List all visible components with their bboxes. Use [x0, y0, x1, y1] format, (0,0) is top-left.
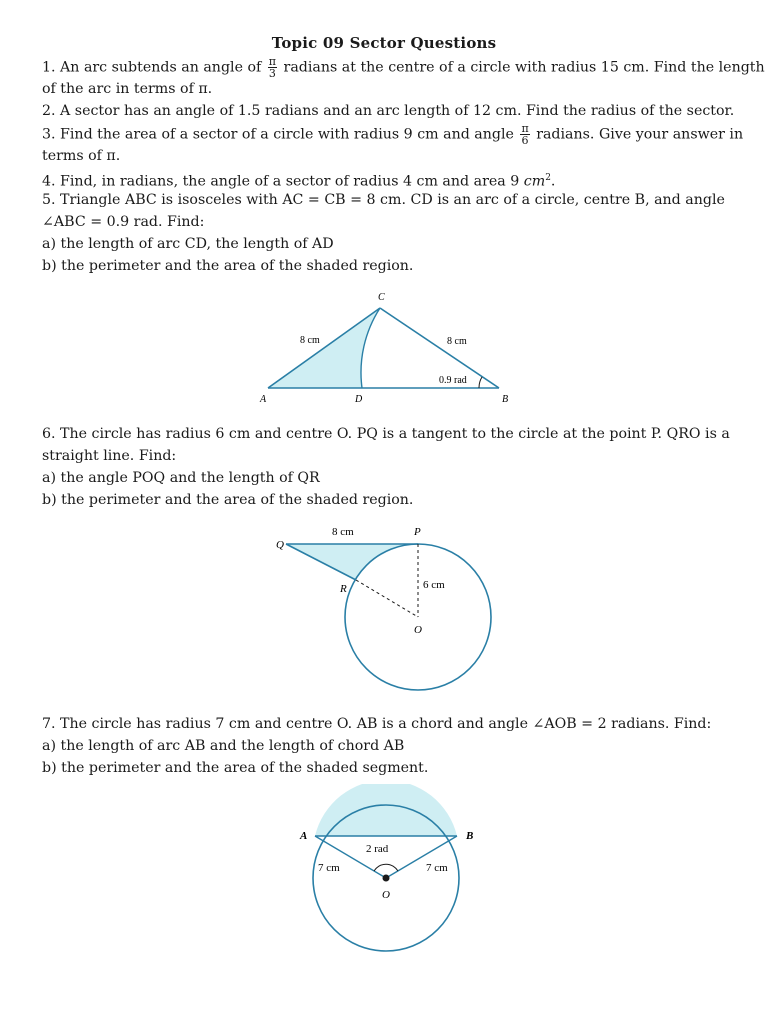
- question-6-line-1: 6. The circle has radius 6 cm and centre O. PQ is a tangent to the circle at the point P. QRO is a: [42, 426, 730, 442]
- question-7-line-1: 7. The circle has radius 7 cm and centre O. AB is a chord and angle ∠AOB = 2 radians. Find:: [42, 716, 712, 732]
- angle-mark-7: [374, 864, 398, 871]
- question-1-line-2: of the arc in terms of π.: [42, 81, 213, 97]
- label-angle-7: 2 rad: [366, 843, 389, 855]
- fraction-pi-over-6: $\frac{\pi}{6}$: [521, 122, 529, 147]
- shaded-region-6: [286, 544, 418, 580]
- label-d: D: [355, 394, 363, 405]
- label-o: O: [414, 624, 422, 636]
- question-3-suffix: radians. Give your answer in: [536, 126, 744, 143]
- superscript-2: 2: [545, 173, 551, 183]
- question-5-line-1: 5. Triangle ABC is isosceles with AC = CB = 8 cm. CD is an arc of a circle, centre B, and angle: [42, 192, 725, 208]
- question-6-part-a: a) the angle POQ and the length of QR: [42, 470, 320, 486]
- label-b: B: [502, 394, 509, 405]
- question-1-line-1: [42, 55, 765, 80]
- label-cb: 8 cm: [447, 336, 467, 347]
- label-a: A: [260, 394, 267, 405]
- question-7-part-a: a) the length of arc AB and the length of chord AB: [42, 738, 405, 754]
- figure-6-circle-tangent: [268, 520, 508, 700]
- label-a-7: A: [300, 830, 308, 842]
- label-qp: 8 cm: [332, 526, 354, 538]
- label-ac: 8 cm: [300, 335, 320, 346]
- question-1-prefix: 1. An arc subtends an angle of: [42, 59, 262, 76]
- question-2: 2. A sector has an angle of 1.5 radians and an arc length of 12 cm. Find the radius of the sector.: [42, 103, 735, 119]
- label-right-radius: 7 cm: [426, 862, 448, 874]
- figure-7-segment: [288, 784, 488, 994]
- fraction-pi-over-3: $\frac{\pi}{3}$: [268, 55, 277, 80]
- question-7-part-b: b) the perimeter and the area of the shaded segment.: [42, 760, 429, 776]
- label-angle-b: 0.9 rad: [439, 375, 467, 386]
- question-4: 4. Find, in radians, the angle of a sector of radius 4 cm and area 9 $cm^2$.: [42, 173, 556, 190]
- page-title: Topic 09 Sector Questions: [271, 34, 497, 52]
- unit-cm: cm: [523, 173, 546, 190]
- label-o-7: O: [382, 889, 390, 901]
- question-3-prefix: 3. Find the area of a sector of a circle with radius 9 cm and angle: [42, 126, 514, 143]
- label-r: R: [340, 583, 347, 595]
- shaded-segment-7: [315, 784, 457, 836]
- centre-dot: [383, 875, 390, 882]
- label-b-7: B: [466, 830, 474, 842]
- question-5-line-2: ∠ABC = 0.9 rad. Find:: [42, 214, 205, 230]
- question-3-line-2: terms of π.: [42, 148, 121, 164]
- label-radius: 6 cm: [423, 579, 445, 591]
- question-6-line-2: straight line. Find:: [42, 448, 177, 464]
- line-ro: [356, 580, 418, 617]
- figure-5-triangle: [250, 288, 530, 408]
- question-1-suffix: radians at the centre of a circle with radius 15 cm. Find the length: [283, 59, 765, 76]
- question-6-part-b: b) the perimeter and the area of the shaded region.: [42, 492, 414, 508]
- question-5-part-a: a) the length of arc CD, the length of AD: [42, 236, 334, 252]
- label-p: P: [414, 526, 421, 538]
- question-3-line-1: [42, 122, 744, 147]
- label-c: C: [378, 292, 385, 303]
- label-left-radius: 7 cm: [318, 862, 340, 874]
- question-5-part-b: b) the perimeter and the area of the shaded region.: [42, 258, 414, 274]
- label-q: Q: [276, 539, 284, 551]
- angle-mark: [479, 377, 482, 388]
